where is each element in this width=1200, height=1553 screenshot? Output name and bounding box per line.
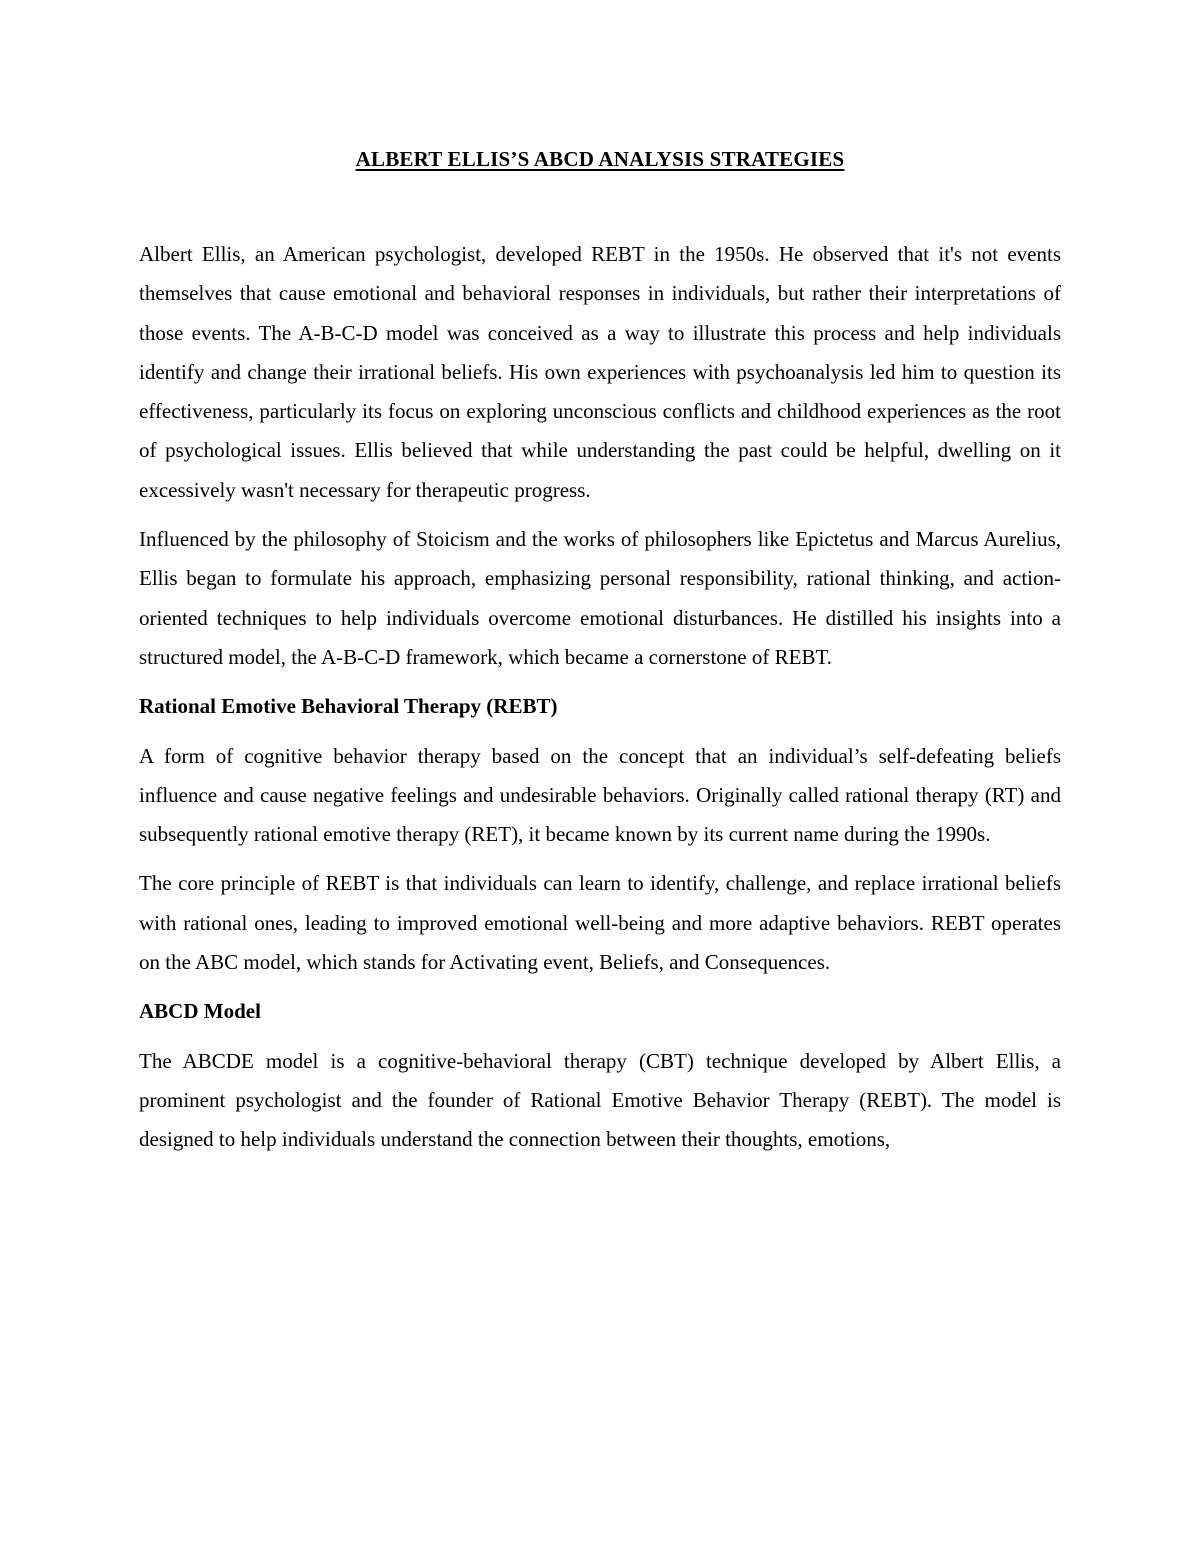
paragraph-spacer (139, 727, 1061, 737)
paragraph-spacer (139, 1032, 1061, 1042)
rebt-paragraph-1: A form of cognitive behavior therapy based on the concept that an individual’s self-defeating beliefs influence and cause negative feelings and undesirable behaviors. Originally called rational therapy (RT) and subsequently rational emotive therapy (RET), it became known by its current name during the 1990s. (139, 743, 1061, 847)
abcd-model-paragraph-1: The ABCDE model is a cognitive-behavioral therapy (CBT) technique developed by Albert Ellis, a prominent psychologist and the founder of Rational Emotive Behavior Therapy (REBT). The model is designed to help individuals understand the connection between their thoughts, emotions, (139, 1048, 1061, 1152)
intro-paragraph-1: Albert Ellis, an American psychologist, developed REBT in the 1950s. He observed that it's not events themselves that cause emotional and behavioral responses in individuals, but rather their interpretations of those events. The A-B-C-D model was conceived as a way to illustrate this process and help individuals identify and change their irrational beliefs. His own experiences with psychoanalysis led him to question its effectiveness, particularly its focus on exploring unconscious conflicts and childhood experiences as the root of psychological issues. Ellis believed that while understanding the past could be helpful, dwelling on it excessively wasn't necessary for therapeutic progress. (139, 242, 1061, 502)
document-title: ALBERT ELLIS’S ABCD ANALYSIS STRATEGIES (355, 147, 845, 171)
paragraph-spacer (139, 854, 1061, 864)
rebt-paragraph-2: The core principle of REBT is that individuals can learn to identify, challenge, and replace irrational beliefs with rational ones, leading to improved emotional well-being and more adaptive behaviors. REBT operates on the ABC model, which stands for Activating event, Beliefs, and Consequences. (139, 871, 1061, 975)
intro-paragraph-2: Influenced by the philosophy of Stoicism and the works of philosophers like Epictetus and Marcus Aurelius, Ellis began to formulate his approach, emphasizing personal responsibility, rational thinking, and action-oriented techniques to help individuals overcome emotional disturbances. He distilled his insights into a structured model, the A-B-C-D framework, which became a cornerstone of REBT. (139, 527, 1061, 669)
paragraph-spacer (139, 982, 1061, 992)
section-heading-rebt: Rational Emotive Behavioral Therapy (REBT) (139, 694, 558, 719)
title-spacer (139, 178, 1061, 235)
paragraph-spacer (139, 677, 1061, 687)
paragraph-spacer (139, 510, 1061, 520)
document-body (139, 140, 1061, 1160)
section-heading-abcd-model: ABCD Model (139, 999, 261, 1024)
